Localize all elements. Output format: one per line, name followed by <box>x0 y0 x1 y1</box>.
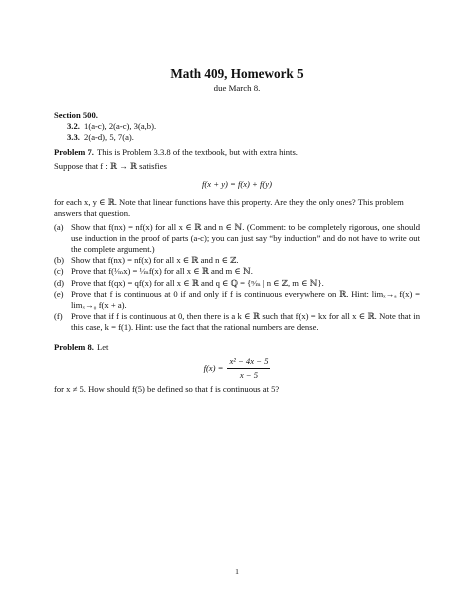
list-item <box>54 289 420 311</box>
page-number: 1 <box>235 567 239 576</box>
part-text: Prove that f is continuous at 0 if and only if f is continuous everywhere on ℝ. Hint: limₓ→ₐ f(x) = limₓ→₀ f(x + a). <box>71 288 420 311</box>
problem-7-suppose: Suppose that f : ℝ → ℝ satisfies <box>54 160 167 171</box>
part-text: Prove that if f is continuous at 0, then there is a k ∈ ℝ such that f(x) = kx for all x ∈ ℝ. Note that in this case, k = f(1). Hint: use the fact that the rational numbers are dense. <box>71 311 420 333</box>
assignment-number: 3.2. <box>67 121 80 132</box>
functional-equation: f(x + y) = f(x) + f(y) <box>202 179 272 190</box>
problem-7-intro-text: This is Problem 3.3.8 of the textbook, but with extra hints. <box>96 146 298 157</box>
part-text: Prove that f(¹⁄ₘx) = ¹⁄ₘf(x) for all x ∈ ℝ and m ∈ ℕ. <box>71 266 253 277</box>
problem-8-intro <box>54 342 420 353</box>
problem-7-parts <box>54 222 420 334</box>
assignment-number: 3.3. <box>67 132 80 143</box>
problem-8-label: Problem 8. <box>54 341 94 352</box>
part-text: Prove that f(qx) = qf(x) for all x ∈ ℝ and q ∈ ℚ = {ⁿ⁄ₘ | n ∈ ℤ, m ∈ ℕ}. <box>71 277 324 288</box>
problem-7-label: Problem 7. <box>54 146 94 157</box>
assignment-exercises: 2(a-d), 5, 7(a). <box>84 132 134 143</box>
assignment-line-3-2 <box>54 121 420 132</box>
part-label: (e) <box>54 288 64 299</box>
function-lhs: f(x) = <box>203 362 224 373</box>
list-item <box>54 311 420 333</box>
section-heading: Section 500. <box>54 110 98 120</box>
list-item <box>54 255 420 266</box>
problem-7-context: for each x, y ∈ ℝ. Note that linear functions have this property. Are they the only ones? This problem answers that question. <box>54 197 404 219</box>
problem-8-question: for x ≠ 5. How should f(5) be defined so that f is continuous at 5? <box>54 384 280 395</box>
problem-7-intro <box>54 147 420 158</box>
fraction-denominator: x − 5 <box>239 370 259 381</box>
part-label: (a) <box>54 221 64 232</box>
assignment-exercises: 1(a-c), 2(a-c), 3(a,b). <box>84 121 157 132</box>
rational-function <box>54 356 420 381</box>
part-label: (c) <box>54 266 64 277</box>
part-label: (f) <box>54 311 63 322</box>
fraction <box>227 356 270 381</box>
part-label: (b) <box>54 255 65 266</box>
page-title: Math 409, Homework 5 <box>170 66 304 81</box>
assignment-line-3-3 <box>54 132 420 143</box>
list-item <box>54 266 420 277</box>
problem-8-intro-text: Let <box>96 341 109 352</box>
page-content <box>54 66 420 395</box>
list-item <box>54 222 420 256</box>
part-label: (d) <box>54 277 65 288</box>
part-text: Show that f(nx) = nf(x) for all x ∈ ℝ and n ∈ ℤ. <box>71 255 239 266</box>
part-text: Show that f(nx) = nf(x) for all x ∈ ℝ and n ∈ ℕ. (Comment: to be completely rigorous, one should use induction in the proof of parts (a-c); you can just say “by induction” and do not have to write out the complete argument.) <box>71 221 420 255</box>
due-date: due March 8. <box>213 83 261 93</box>
list-item <box>54 278 420 289</box>
fraction-numerator: x² − 4x − 5 <box>227 356 270 369</box>
